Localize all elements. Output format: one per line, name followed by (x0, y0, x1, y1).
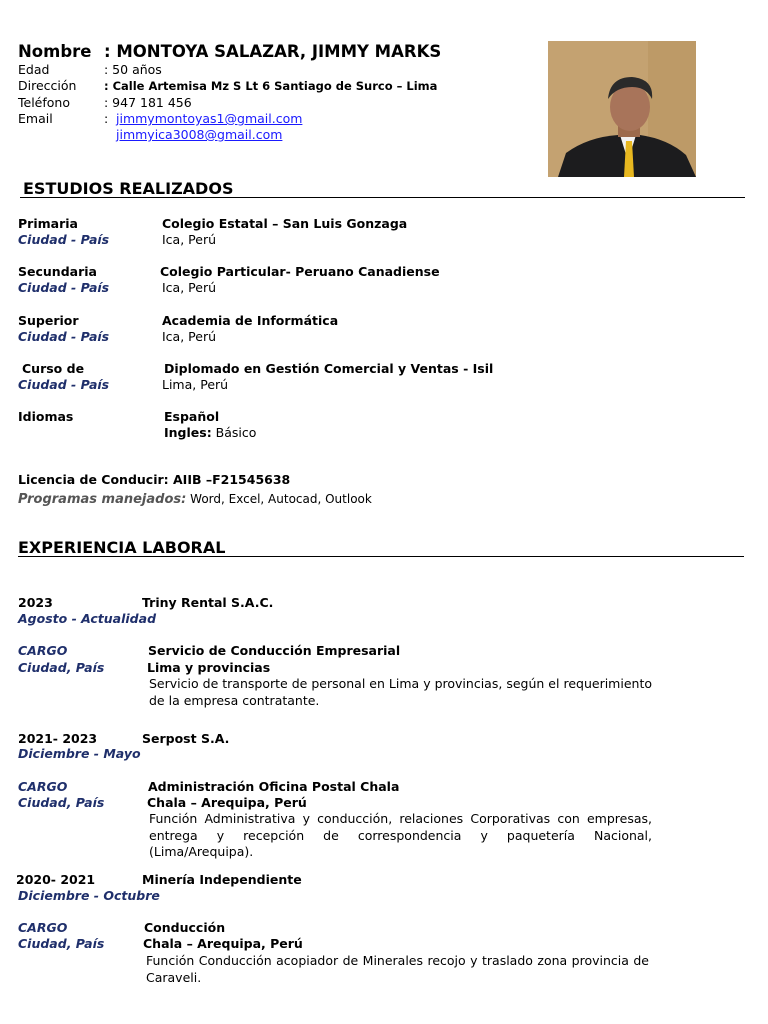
job-cargo-label: CARGO (18, 920, 68, 935)
languages-label: Idiomas (18, 409, 74, 424)
address-value: : Calle Artemisa Mz S Lt 6 Santiago de Surco – Lima (104, 79, 438, 93)
job-company: Minería Independiente (142, 872, 302, 887)
language-english (164, 425, 256, 440)
study-label: Primaria (18, 216, 78, 231)
study-loc-label: Ciudad - País (18, 329, 110, 344)
study-loc-label: Ciudad - País (18, 232, 110, 247)
job-place: Lima y provincias (147, 660, 271, 675)
language-english-label: Ingles: (164, 425, 212, 440)
job-cargo-label: CARGO (18, 643, 68, 658)
study-label: Secundaria (18, 264, 97, 279)
study-loc-label: Ciudad - País (18, 377, 110, 392)
name-label: Nombre (18, 42, 92, 61)
job-years: 2023 (18, 595, 53, 610)
email-link-1[interactable]: jimmymontoyas1@gmail.com (116, 111, 303, 126)
job-description: Función Administrativa y conducción, relaciones Corporativas con empresas, entrega y recepción de correspondencia y paquetería Nacional, (Lima/Arequipa). (149, 811, 652, 859)
experience-divider (18, 556, 744, 557)
job-company: Serpost S.A. (142, 731, 230, 746)
studies-divider (20, 197, 745, 198)
study-school: Diplomado en Gestión Comercial y Ventas - Isil (164, 361, 494, 376)
job-company: Triny Rental S.A.C. (142, 595, 274, 610)
phone-value: : 947 181 456 (104, 95, 192, 110)
study-school: Academia de Informática (162, 313, 339, 328)
study-location: Ica, Perú (162, 280, 217, 295)
experience-heading: EXPERIENCIA LABORAL (18, 538, 226, 557)
job-description: Servicio de transporte de personal en Lima y provincias, según el requerimiento de la empresa contratante. (149, 676, 652, 708)
language-spanish: Español (164, 409, 220, 424)
programs-line (18, 488, 372, 507)
job-years: 2021- 2023 (18, 731, 98, 746)
job-city-label: Ciudad, País (18, 660, 105, 675)
job-years: 2020- 2021 (16, 872, 96, 887)
study-location: Ica, Perú (162, 329, 217, 344)
programs-label: Programas manejados: (18, 492, 187, 507)
job-place: Chala – Arequipa, Perú (143, 936, 303, 951)
driving-license: Licencia de Conducir: AIIB –F21545638 (18, 472, 291, 487)
study-location: Lima, Perú (162, 377, 229, 392)
study-school: Colegio Estatal – San Luis Gonzaga (162, 216, 408, 231)
job-period: Diciembre - Octubre (18, 888, 160, 903)
job-period: Diciembre - Mayo (18, 746, 141, 761)
age-value: : 50 años (104, 62, 162, 77)
job-role: Servicio de Conducción Empresarial (148, 643, 401, 658)
language-english-level: Básico (211, 425, 257, 440)
study-location: Ica, Perú (162, 232, 217, 247)
email-link-2[interactable]: jimmyica3008@gmail.com (116, 127, 283, 142)
name-value: : MONTOYA SALAZAR, JIMMY MARKS (104, 42, 442, 61)
job-city-label: Ciudad, País (18, 936, 105, 951)
study-label: Superior (18, 313, 79, 328)
job-city-label: Ciudad, País (18, 795, 105, 810)
email-colon: : (104, 111, 109, 126)
job-place: Chala – Arequipa, Perú (147, 795, 307, 810)
email-label: Email (18, 111, 53, 126)
programs-value: Word, Excel, Autocad, Outlook (186, 492, 372, 506)
job-role: Conducción (144, 920, 226, 935)
studies-heading: ESTUDIOS REALIZADOS (23, 179, 234, 198)
profile-photo (548, 41, 696, 177)
job-role: Administración Oficina Postal Chala (148, 779, 400, 794)
job-cargo-label: CARGO (18, 779, 68, 794)
study-school: Colegio Particular- Peruano Canadiense (160, 264, 440, 279)
study-label: Curso de (22, 361, 85, 376)
job-period: Agosto - Actualidad (18, 611, 157, 626)
study-loc-label: Ciudad - País (18, 280, 110, 295)
phone-label: Teléfono (18, 95, 70, 110)
age-label: Edad (18, 62, 50, 77)
address-label: Dirección (18, 78, 77, 93)
job-description: Función Conducción acopiador de Minerales recojo y traslado zona provincia de Caraveli. (146, 953, 649, 985)
